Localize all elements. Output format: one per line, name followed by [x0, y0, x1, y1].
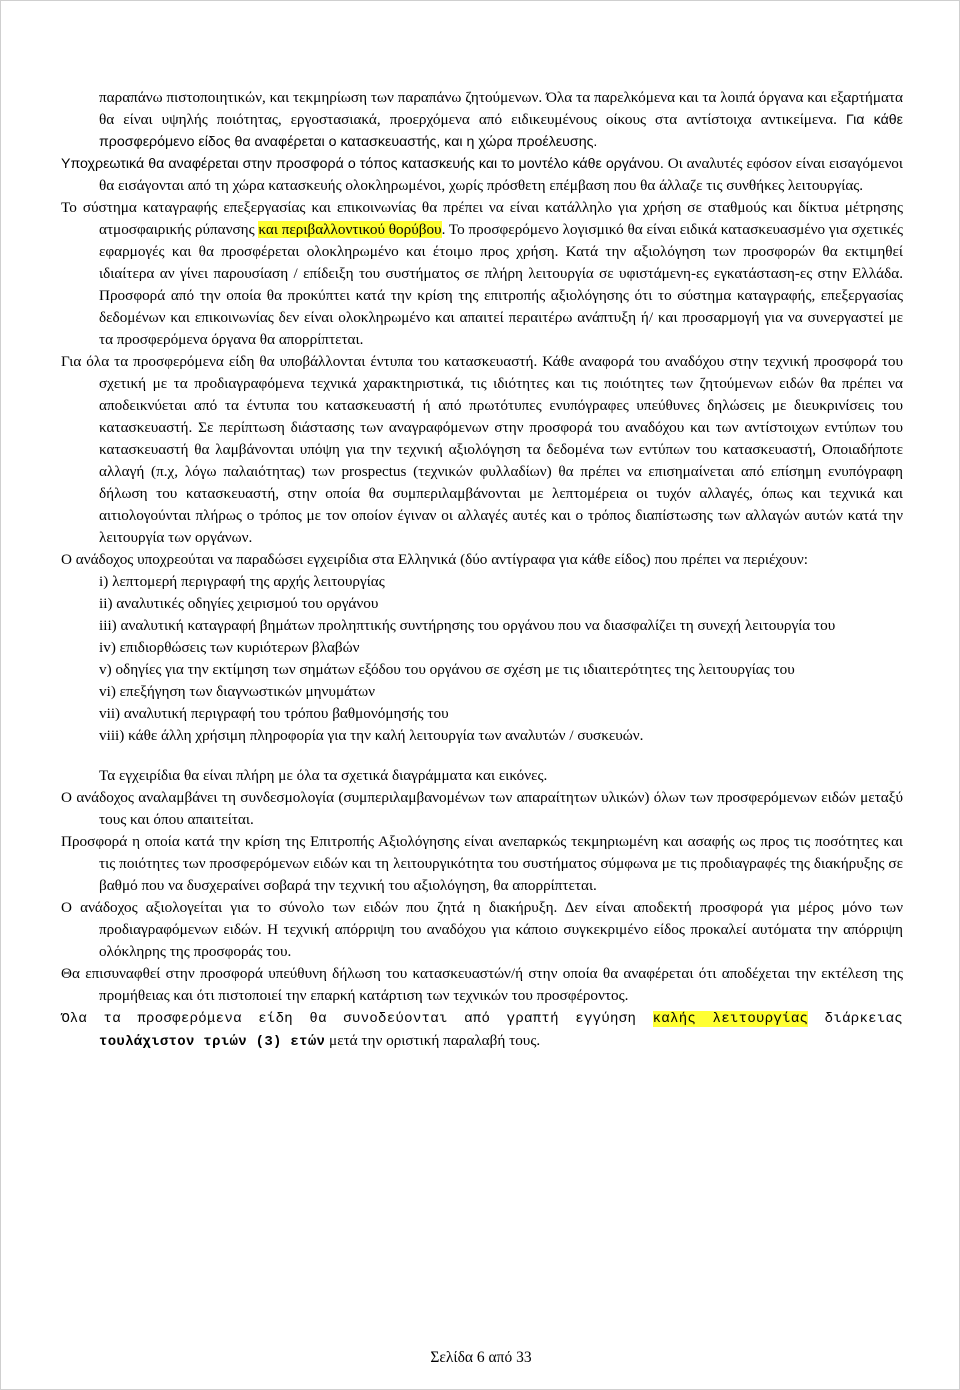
- paragraph-declaration: Θα επισυναφθεί στην προσφορά υπεύθυνη δήλωση του κατασκευαστών/ή στην οποία θα αναφέρεται ότι αποδέχεται την εκτέλεση της προμήθειας και ότι πιστοποιεί την επαρκή κατάρτιση των τεχνικών του προσφέροντος.: [61, 965, 903, 1004]
- paragraph-manufacturer-documents: Για όλα τα προσφερόμενα είδη θα υποβάλλονται έντυπα του κατασκευαστή. Κάθε αναφορά του αναδόχου στην τεχνική προσφορά του σχετική με τα προδιαγραφόμενα τεχνικά χαρακτηριστικά, τις ιδιότητες και τις ποιότητες των ζητούμενων ειδών θα πρέπει να αποδεικνύεται από τα έντυπα του κατασκευαστή ή από πρωτότυπες ενυπόγραφες υπεύθυνες δηλώσεις με διευκρινίσεις του κατασκευαστή. Σε περίπτωση διάστασης των αναγραφόμενων στην προσφορά του αναδόχου και των αντίστοιχων εντύπων του κατασκευαστή θα λαμβάνονται υπόψη για την τεχνική αξιολόγηση τα δεδομένα των εντύπων του κατασκευαστή, Οποιαδήποτε αλλαγή (π.χ, λόγω παλαιότητας) των prospectus (τεχνικών φυλλαδίων) θα πρέπει να επισημαίνεται από επίσημη ενυπόγραφη δήλωση του κατασκευαστή, στην οποία θα συμπεριλαμβάνονται με λεπτομέρεια οι τυχόν αλλαγές, όπως και τεχνικά και αιτιολογούνται πλήρως ο τρόπος με τον οποίον έγιναν οι αλλαγές αυτές και ο τρόπος διαπίστωσης των αλλαγών αυτών κατά την λειτουργία των οργάνων.: [61, 353, 903, 546]
- manual-contents-list: [61, 571, 903, 747]
- paragraph-wiring: Ο ανάδοχος αναλαμβάνει τη συνδεσμολογία (συμπεριλαμβανομένων των απαραίτητων υλικών) όλων των προσφερόμενων ειδών μεταξύ τους και όπου απαιτείται.: [61, 789, 903, 828]
- paragraph-certificates: παραπάνω πιστοποιητικών, και τεκμηρίωση των παραπάνω ζητούμενων. Όλα τα παρελκόμενα και τα λοιπά όργανα και εξαρτήματα θα είναι υψηλής ποιότητας, εργοστασιακά, προερχόμενα από ειδικευμένους οίκους στα αντίστοιχα αντικείμενα. Για κάθε προσφερόμενο είδος θα αναφέρεται ο κατασκευαστής, και η χώρα προέλευσης.: [99, 89, 903, 150]
- highlighted-noise-text: και περιβαλλοντικού θορύβου: [258, 221, 442, 238]
- paragraph-manufacturer: Για κάθε προσφερόμενο είδος θα αναφέρεται ο κατασκευαστής, και η χώρα προέλευσης.: [99, 112, 903, 150]
- page-number: Σελίδα 6 από 33: [430, 1349, 532, 1366]
- list-item: iv) επιδιορθώσεις των κυριότερων βλαβών: [99, 639, 360, 656]
- list-item: iii) αναλυτική καταγραφή βημάτων προληπτικής συντήρησης του οργάνου που να διασφαλίζει τη συνεχή λειτουργία του: [99, 617, 836, 634]
- paragraph-manual-diagrams: Τα εγχειρίδια θα είναι πλήρη με όλα τα σχετικά διαγράμματα και εικόνες.: [99, 767, 548, 784]
- list-item: vii) αναλυτική περιγραφή του τρόπου βαθμονόμησής του: [99, 705, 449, 722]
- paragraph-manuals: Ο ανάδοχος υποχρεούται να παραδώσει εγχειρίδια στα Ελληνικά (δύο αντίγραφα για κάθε είδος) που πρέπει να περιέχουν:: [61, 551, 808, 568]
- warranty-duration: τουλάχιστον τριών (3) ετών: [99, 1034, 326, 1050]
- paragraph-recording-system: Το σύστημα καταγραφής επεξεργασίας και επικοινωνίας θα πρέπει να είναι κατάλληλο για χρήση σε σταθμούς και δίκτυα μέτρησης ατμοσφαιρικής ρύπανσης και περιβαλλοντικού θορύβου. Το προσφερόμενο λογισμικό θα είναι ειδικά κατασκευασμένο για σχετικές εφαρμογές και θα προσφέρεται ολοκληρωμένο και έτοιμο προς χρήση. Κατά την αξιολόγηση των προσφορών θα εκτιμηθεί ιδιαίτερα αν γίνει παρουσίαση / επίδειξη του συστήματος σε πλήρη λειτουργία σε υφιστάμενη-ες εγκατάσταση-ες στην Ελλάδα. Προσφορά από την οποία θα προκύπτει κατά την κρίση της επιτροπής αξιολόγησης ότι το σύστημα καταγραφής, επεξεργασίας δεδομένων και επικοινωνίας δεν είναι ολοκληρωμένο και απαιτεί περαιτέρω ανάπτυξη ή/ και προσαρμογή για να συνεργαστεί με τα προσφερόμενα όργανα θα απορρίπτεται.: [61, 199, 903, 348]
- paragraph-origin: Υποχρεωτικά θα αναφέρεται στην προσφορά ο τόπος κατασκευής και το μοντέλο κάθε οργάνου. Οι αναλυτές εφόσον είναι εισαγόμενοι θα εισάγονται από τη χώρα κατασκευής ολοκληρωμένοι, χωρίς πρόσθετη επέμβαση που θα άλλαζε τις συνθήκες λειτουργίας.: [61, 155, 903, 194]
- list-item: viii) κάθε άλλη χρήσιμη πληροφορία για την καλή λειτουργία των αναλυτών / συσκευών.: [99, 727, 644, 744]
- list-item: vi) επεξήγηση των διαγνωστικών μηνυμάτων: [99, 683, 376, 700]
- paragraph-warranty: Όλα τα προσφερόμενα είδη θα συνοδεύονται από γραπτή εγγύηση καλής λειτουργίας διάρκειας τουλάχιστον τριών (3) ετών μετά την οριστική παραλαβή τους.: [61, 1011, 903, 1050]
- paragraph-evaluation: Ο ανάδοχος αξιολογείται για το σύνολο των ειδών που ζητά η διακήρυξη. Δεν είναι αποδεκτή προσφορά για μέρος μόνο των προδιαγραφόμενων ειδών. Η τεχνική απόρριψη του αναδόχου για κάποιο συγκεκριμένο είδος προκαλεί αυτόματα την απόρριψη ολόκληρης της προσφοράς του.: [61, 899, 903, 960]
- list-item: v) οδηγίες για την εκτίμηση των σημάτων εξόδου του οργάνου σε σχέση με τις ιδιαιτερότητες της λειτουργίας του: [99, 661, 795, 678]
- document-body: [61, 87, 903, 1053]
- highlighted-warranty-text: καλής λειτουργίας: [652, 1011, 809, 1027]
- list-item: ii) αναλυτικές οδηγίες χειρισμού του οργάνου: [99, 595, 379, 612]
- paragraph-rejection: Προσφορά η οποία κατά την κρίση της Επιτροπής Αξιολόγησης είναι ανεπαρκώς τεκμηριωμένη και ασαφής ως προς τις ποσότητες και τις ποιότητες των προσφερόμενων ειδών και τη λειτουργικότητα του συστήματος σύμφωνα με τις προδιαγραφές της διακήρυξης σε βαθμό που να δυσχεραίνει σοβαρά την τεχνική του αξιολόγηση, θα απορρίπτεται.: [61, 833, 903, 894]
- list-item: i) λεπτομερή περιγραφή της αρχής λειτουργίας: [99, 573, 385, 590]
